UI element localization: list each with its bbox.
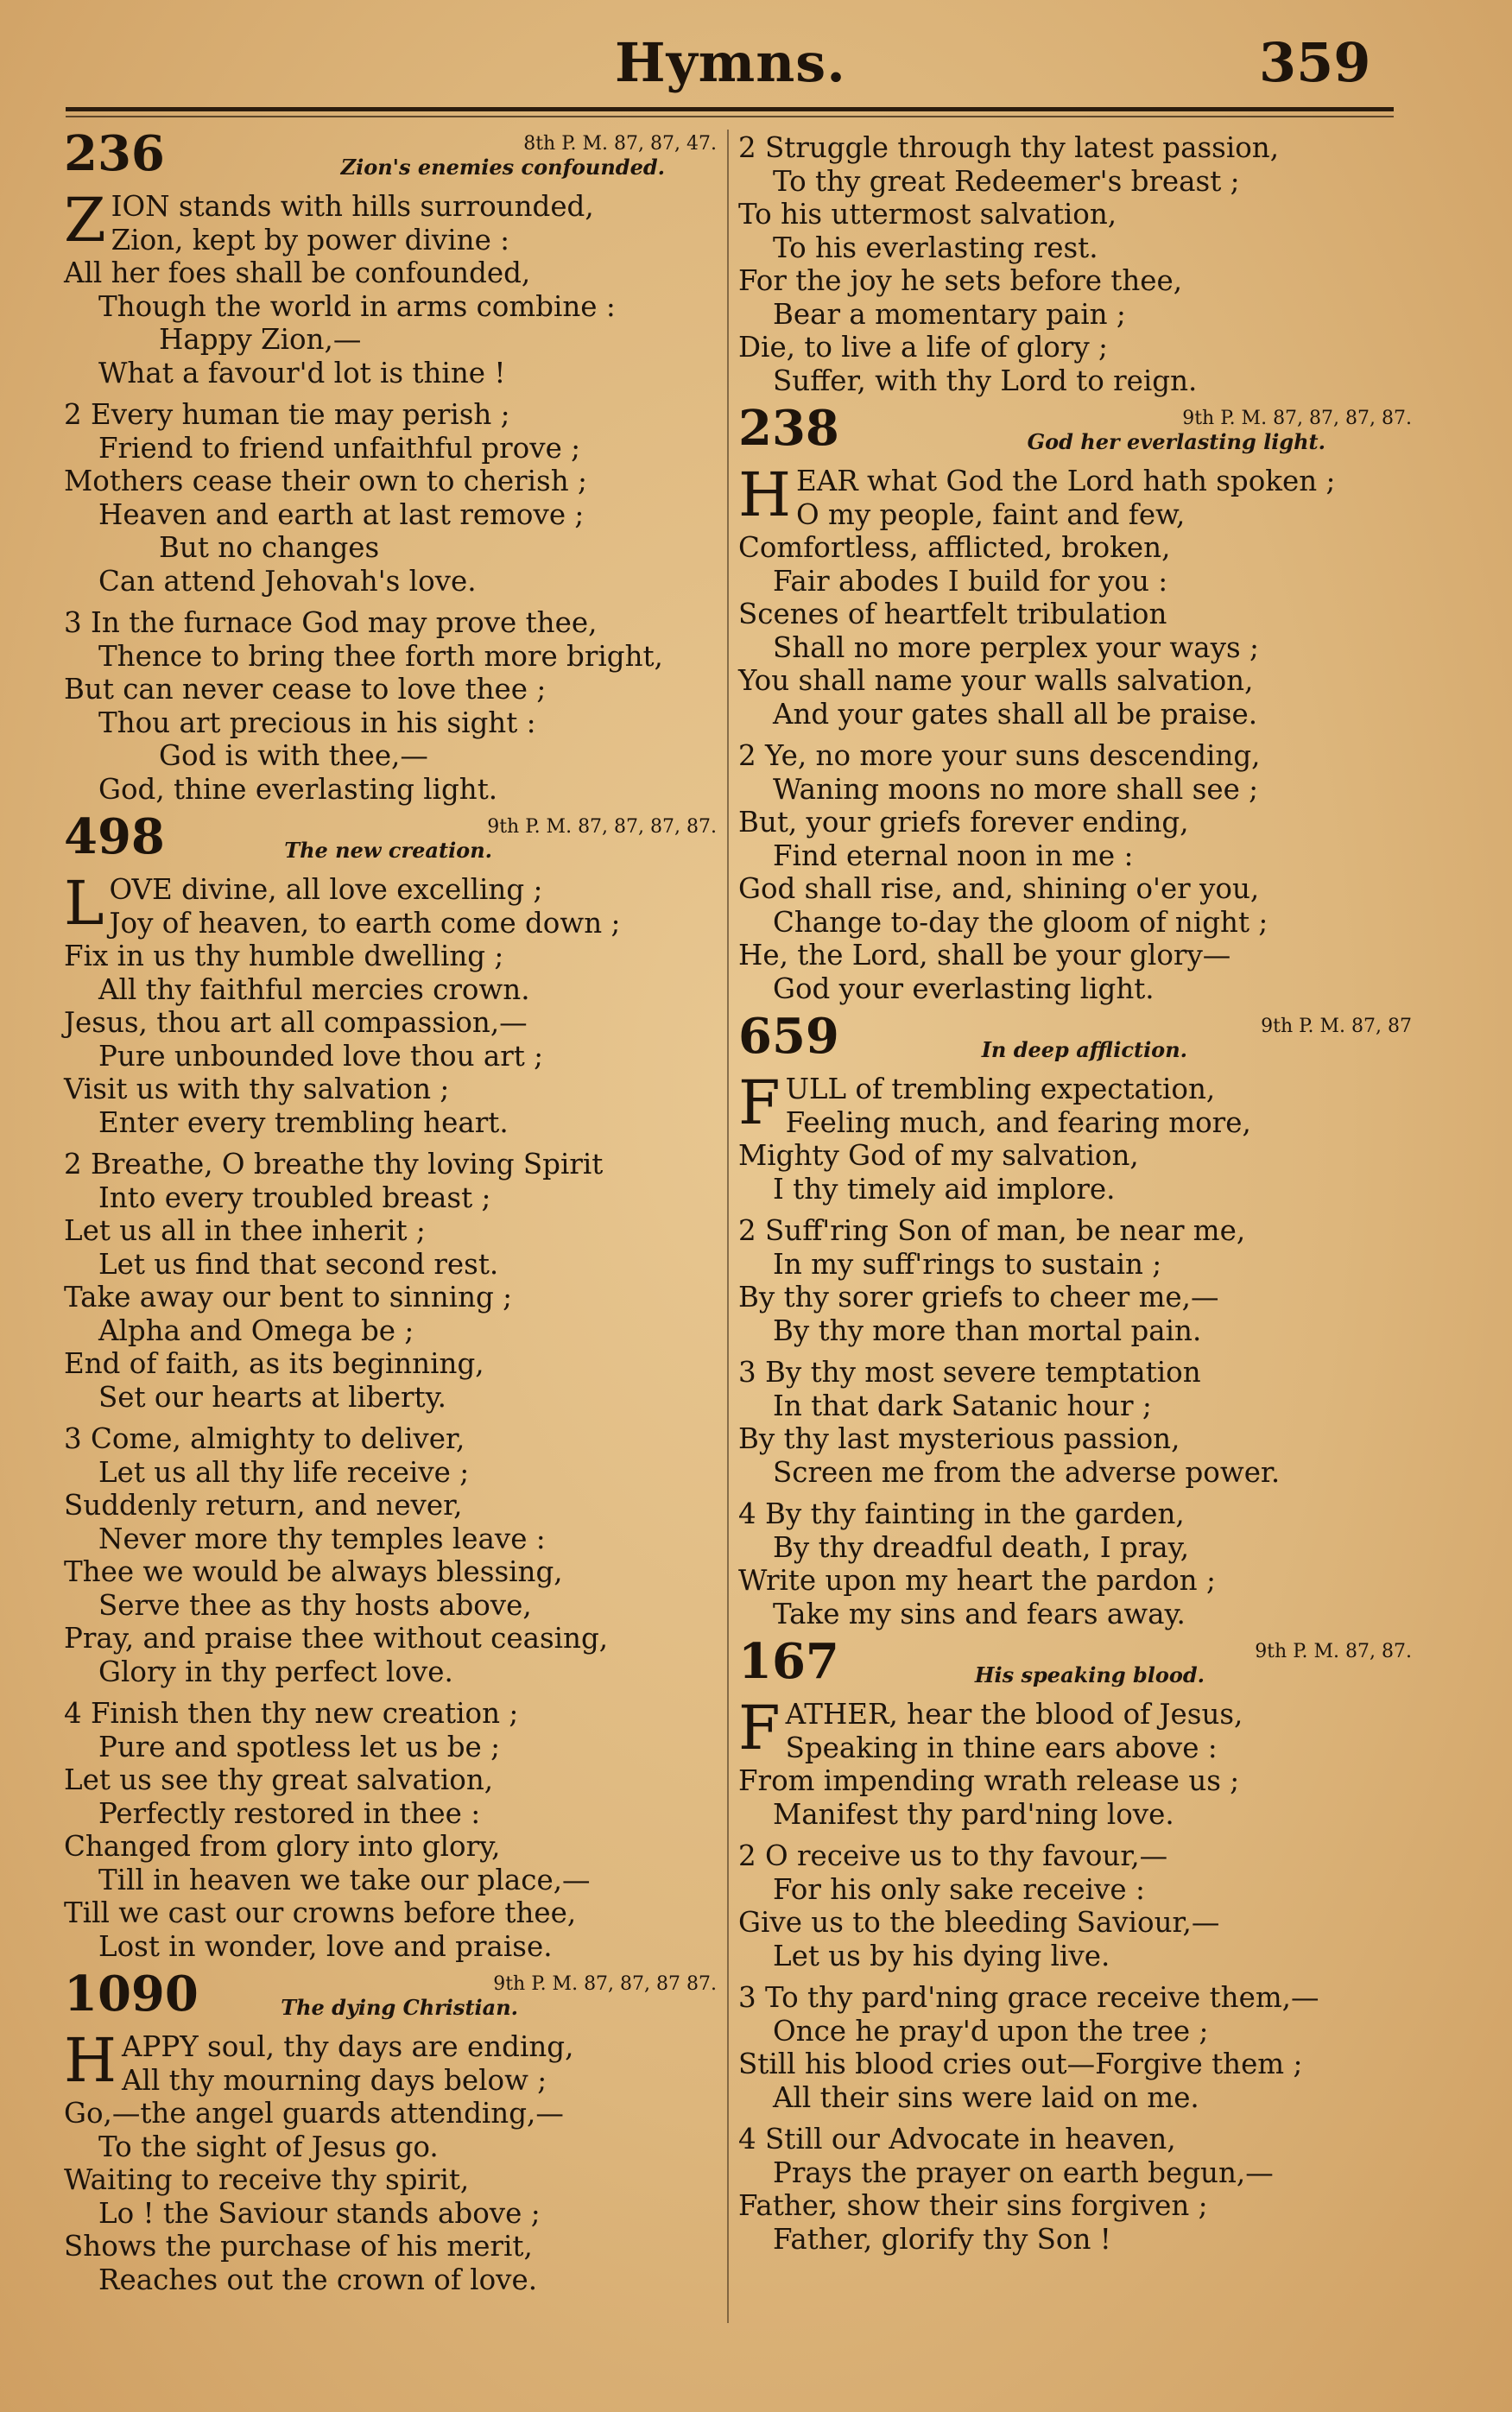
hymn-line: Never more thy temples leave : <box>98 1522 546 1555</box>
hymn-line: ION stands with hills surrounded, <box>111 190 594 223</box>
hymn-line: Die, to live a life of glory ; <box>738 331 1108 364</box>
stanza <box>64 1422 717 1688</box>
right-column <box>738 131 1412 2264</box>
hymn-line: Go,—the angel guards attending,— <box>64 2097 564 2130</box>
hymn-title: Zion's enemies confounded. <box>340 155 665 180</box>
hymn-line: Father, show their sins forgiven ; <box>738 2189 1208 2222</box>
hymn-line: I thy timely aid implore. <box>773 1172 1116 1206</box>
hymn-line: Pure unbounded love thou art ; <box>98 1039 544 1073</box>
hymn-meter: 9th P. M. 87, 87, 87 87. <box>493 1973 717 1995</box>
hymn-line: Reaches out the crown of love. <box>98 2263 538 2296</box>
hymn-line: 3 By thy most severe temptation <box>738 1356 1201 1389</box>
hymn-header <box>738 400 1412 465</box>
hymn-number: 659 <box>738 1008 839 1065</box>
hymn-title: His speaking blood. <box>974 1662 1205 1687</box>
stanza <box>64 1148 717 1414</box>
hymn-line: Serve thee as thy hosts above, <box>98 1588 532 1622</box>
hymn-number: 1090 <box>64 1966 199 2023</box>
hymn-line: Set our hearts at liberty. <box>98 1380 446 1414</box>
hymn-line: ULL of trembling expectation, <box>785 1073 1216 1105</box>
hymn-line: Prays the prayer on earth begun,— <box>773 2156 1274 2189</box>
stanza <box>64 606 717 806</box>
hymn-line: Suffer, with thy Lord to reign. <box>773 364 1198 397</box>
hymn-167 <box>738 1633 1412 2256</box>
hymn-line: 2 Breathe, O breathe thy loving Spirit <box>64 1148 604 1181</box>
hymn-line: Mighty God of my salvation, <box>738 1139 1139 1172</box>
hymn-line: Once he pray'd upon the tree ; <box>773 2014 1209 2048</box>
hymn-line: Changed from glory into glory, <box>64 1830 501 1863</box>
hymn-line: Till we cast our crowns before thee, <box>64 1896 577 1929</box>
hymn-meter: 9th P. M. 87, 87, 87, 87. <box>1182 408 1412 429</box>
hymn-line: By thy last mysterious passion, <box>738 1422 1180 1455</box>
hymn-line: From impending wrath release us ; <box>738 1764 1240 1797</box>
hymn-line: Comfortless, afflicted, broken, <box>738 531 1171 564</box>
stanza <box>64 1697 717 1963</box>
hymn-header <box>738 1008 1412 1073</box>
drop-cap: H <box>738 459 792 530</box>
stanza <box>738 1214 1412 1347</box>
stanza <box>738 2123 1412 2256</box>
stanza <box>64 185 717 389</box>
hymn-line: Waiting to receive thy spirit, <box>64 2163 470 2196</box>
hymn-line: EAR what God the Lord hath spoken ; <box>796 465 1336 497</box>
hymn-line: APPY soul, thy days are ending, <box>122 2030 574 2063</box>
hymn-line: Write upon my heart the pardon ; <box>738 1564 1216 1597</box>
hymn-line: 2 O receive us to thy favour,— <box>738 1839 1168 1872</box>
hymn-header <box>738 1633 1412 1698</box>
drop-cap: F <box>738 1067 781 1138</box>
hymn-line: Suddenly return, and never, <box>64 1489 463 1522</box>
hymn-line: 2 Struggle through thy latest passion, <box>738 131 1280 164</box>
hymn-line: 3 In the furnace God may prove thee, <box>64 606 598 639</box>
left-column <box>64 125 717 2305</box>
hymn-line: Find eternal noon in me : <box>773 839 1134 872</box>
hymn-line: OVE divine, all love excelling ; <box>109 873 543 906</box>
header-rule-thin <box>66 116 1394 117</box>
hymn-line: He, the Lord, shall be your glory— <box>738 939 1231 972</box>
page-number: 359 <box>1259 31 1371 94</box>
hymn-meter: 8th P. M. 87, 87, 47. <box>523 133 717 155</box>
hymn-line: To thy great Redeemer's breast ; <box>773 164 1240 198</box>
hymn-line: End of faith, as its beginning, <box>64 1347 484 1380</box>
hymn-title: In deep affliction. <box>981 1037 1187 1062</box>
hymn-line: In that dark Satanic hour ; <box>773 1389 1152 1422</box>
hymn-line: Let us see thy great salvation, <box>64 1763 494 1796</box>
hymn-line: Still his blood cries out—Forgive them ; <box>738 2048 1303 2080</box>
hymn-meter: 9th P. M. 87, 87. <box>1255 1641 1412 1662</box>
stanza <box>64 398 717 598</box>
hymn-line: To his everlasting rest. <box>773 231 1098 264</box>
header-rule <box>66 107 1394 111</box>
hymn-line: Let us find that second rest. <box>98 1247 499 1281</box>
hymn-line: 4 Finish then thy new creation ; <box>64 1697 519 1730</box>
hymn-number: 167 <box>738 1633 839 1690</box>
hymn-meter: 9th P. M. 87, 87, 87, 87. <box>487 816 717 838</box>
hymn-line: By thy dreadful death, I pray, <box>773 1530 1190 1564</box>
hymn-line: In my suff'rings to sustain ; <box>773 1247 1162 1281</box>
hymn-659 <box>738 1008 1412 1630</box>
hymn-line: God, thine everlasting light. <box>98 772 498 806</box>
hymn-line: Glory in thy perfect love. <box>98 1655 453 1688</box>
hymn-line: By thy more than mortal pain. <box>773 1314 1202 1347</box>
hymn-line: Waning moons no more shall see ; <box>773 772 1259 806</box>
hymn-line: But can never cease to love thee ; <box>64 673 547 706</box>
hymn-line: Shall no more perplex your ways ; <box>773 630 1259 664</box>
hymn-line: Happy Zion,— <box>159 323 362 356</box>
stanza <box>738 1497 1412 1630</box>
hymn-236 <box>64 125 717 806</box>
stanza <box>64 868 717 1139</box>
column-divider <box>727 130 729 2323</box>
hymn-line: O my people, faint and few, <box>796 497 1186 531</box>
hymn-line: For the joy he sets before thee, <box>738 264 1183 297</box>
hymn-line: Scenes of heartfelt tribulation <box>738 598 1167 630</box>
drop-cap: F <box>738 1693 781 1763</box>
hymn-line: 3 Come, almighty to deliver, <box>64 1422 465 1455</box>
hymn-line: God shall rise, and, shining o'er you, <box>738 872 1260 905</box>
hymn-line: Thence to bring thee forth more bright, <box>98 639 663 673</box>
hymn-line: Mothers cease their own to cherish ; <box>64 465 587 497</box>
stanza <box>738 1981 1412 2114</box>
hymn-line: God is with thee,— <box>159 739 428 772</box>
hymn-title: The dying Christian. <box>281 1995 518 2020</box>
hymn-line: Let us all in thee inherit ; <box>64 1214 426 1247</box>
hymn-line: Perfectly restored in thee : <box>98 1796 481 1830</box>
hymn-line: Pure and spotless let us be ; <box>98 1730 501 1763</box>
hymn-line: Joy of heaven, to earth come down ; <box>109 906 621 940</box>
hymn-line: Thee we would be always blessing, <box>64 1555 563 1588</box>
hymn-line: Screen me from the adverse power. <box>773 1455 1281 1489</box>
hymn-line: Manifest thy pard'ning love. <box>773 1797 1174 1831</box>
page-header <box>0 0 1512 121</box>
hymn-line: Zion, kept by power divine : <box>111 223 510 256</box>
hymn-line: God your everlasting light. <box>773 972 1155 1005</box>
hymn-line: Fix in us thy humble dwelling ; <box>64 940 504 972</box>
hymn-line: By thy sorer griefs to cheer me,— <box>738 1281 1219 1314</box>
hymn-line: Take away our bent to sinning ; <box>64 1281 513 1314</box>
hymn-line: Visit us with thy salvation ; <box>64 1073 450 1105</box>
hymn-line: All thy mourning days below ; <box>122 2063 547 2097</box>
hymn-title: God her everlasting light. <box>1027 429 1325 454</box>
hymn-line: Fair abodes I build for you : <box>773 564 1168 598</box>
hymn-line: What a favour'd lot is thine ! <box>98 356 506 389</box>
hymn-238 <box>738 400 1412 1005</box>
hymn-line: All their sins were laid on me. <box>773 2080 1199 2114</box>
stanza <box>738 1693 1412 1831</box>
hymn-header <box>64 125 717 190</box>
hymn-line: Give us to the bleeding Saviour,— <box>738 1906 1220 1939</box>
hymn-line: All thy faithful mercies crown. <box>98 972 530 1006</box>
stanza <box>738 1067 1412 1206</box>
hymn-title: The new creation. <box>284 838 492 863</box>
hymn-line: Friend to friend unfaithful prove ; <box>98 431 581 465</box>
hymn-line: Bear a momentary pain ; <box>773 297 1126 331</box>
hymn-line: Shows the purchase of his merit, <box>64 2230 533 2263</box>
hymn-line: Let us by his dying live. <box>773 1939 1110 1972</box>
drop-cap: Z <box>64 185 106 256</box>
stanza <box>738 131 1412 397</box>
hymn-line: Jesus, thou art all compassion,— <box>64 1006 528 1039</box>
hymn-line: Speaking in thine ears above : <box>785 1731 1218 1764</box>
hymn-line: ATHER, hear the blood of Jesus, <box>785 1698 1243 1731</box>
hymn-line: Lost in wonder, love and praise. <box>98 1929 553 1963</box>
hymn-line: Let us all thy life receive ; <box>98 1455 470 1489</box>
hymn-line: For his only sake receive : <box>773 1872 1145 1906</box>
hymn-line: 4 Still our Advocate in heaven, <box>738 2123 1176 2156</box>
hymn-header <box>64 1966 717 2030</box>
hymn-line: Though the world in arms combine : <box>98 289 616 323</box>
hymn-line: Lo ! the Saviour stands above ; <box>98 2196 541 2230</box>
hymn-line: To the sight of Jesus go. <box>98 2130 439 2163</box>
hymn-line: Feeling much, and fearing more, <box>785 1105 1251 1139</box>
stanza <box>738 1356 1412 1489</box>
hymn-line: 2 Every human tie may perish ; <box>64 398 510 431</box>
hymn-line: But, your griefs forever ending, <box>738 806 1189 839</box>
hymn-line: And your gates shall all be praise. <box>773 697 1258 731</box>
hymn-line: To his uttermost salvation, <box>738 198 1117 231</box>
hymn-line: Heaven and earth at last remove ; <box>98 497 585 531</box>
stanza <box>738 739 1412 1005</box>
hymn-line: Take my sins and fears away. <box>773 1597 1186 1630</box>
hymn-line: Enter every trembling heart. <box>98 1105 509 1139</box>
hymn-line: Alpha and Omega be ; <box>98 1314 414 1347</box>
hymn-498 <box>64 808 717 1963</box>
hymn-number: 238 <box>738 400 839 457</box>
hymn-line: 3 To thy pard'ning grace receive them,— <box>738 1981 1319 2014</box>
stanza <box>738 459 1412 731</box>
stanza <box>738 1839 1412 1972</box>
hymn-number: 498 <box>64 808 165 865</box>
hymn-line: Into every troubled breast ; <box>98 1181 491 1214</box>
hymn-line: You shall name your walls salvation, <box>738 664 1254 697</box>
hymn-line: Pray, and praise thee without ceasing, <box>64 1622 609 1655</box>
hymn-header <box>64 808 717 873</box>
page-title: Hymns. <box>615 31 846 94</box>
hymn-meter: 9th P. M. 87, 87 <box>1261 1016 1412 1037</box>
hymn-line: Thou art precious in his sight : <box>98 706 536 739</box>
drop-cap: L <box>64 868 104 939</box>
drop-cap: H <box>64 2025 117 2096</box>
hymn-line: Change to-day the gloom of night ; <box>773 905 1268 939</box>
hymn-line: Father, glorify thy Son ! <box>773 2222 1111 2256</box>
hymn-number: 236 <box>64 125 165 182</box>
hymn-line: All her foes shall be confounded, <box>64 256 531 289</box>
hymn-line: 2 Suff'ring Son of man, be near me, <box>738 1214 1246 1247</box>
hymn-1090 <box>64 1966 717 2296</box>
hymn-line: Can attend Jehovah's love. <box>98 564 477 598</box>
hymn-line: 4 By thy fainting in the garden, <box>738 1497 1185 1530</box>
hymn-line: 2 Ye, no more your suns descending, <box>738 739 1261 772</box>
hymn-line: Till in heaven we take our place,— <box>98 1863 591 1896</box>
stanza <box>64 2025 717 2296</box>
hymn-line: But no changes <box>159 531 380 564</box>
